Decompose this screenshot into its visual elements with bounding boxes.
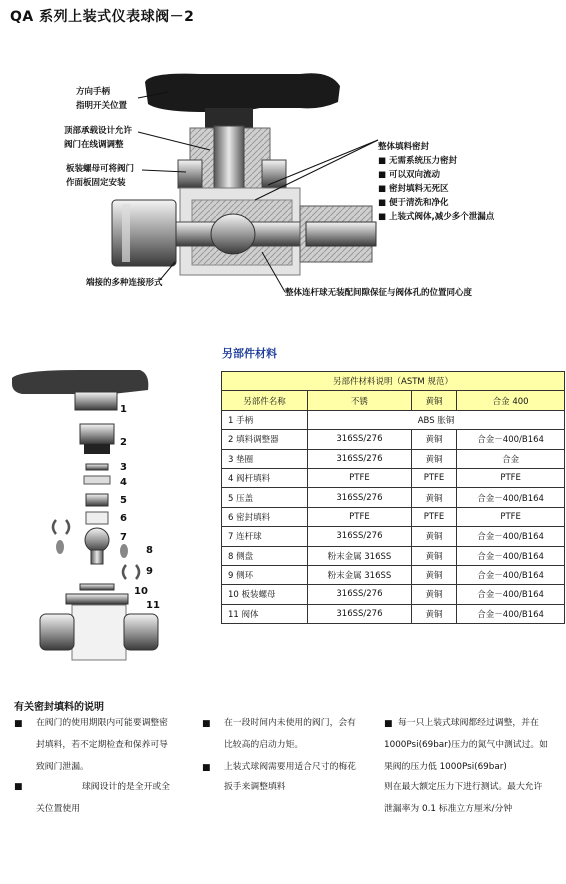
table-cell: ABS 胀铜 <box>308 410 565 429</box>
note-col3-line1: 每一只上装式球阀都经过调整，并在 <box>398 718 539 728</box>
part-name-cell: 1 手柄 <box>222 410 308 429</box>
table-row <box>222 507 565 526</box>
table-cell: 黄铜 <box>411 430 456 449</box>
table-cell: 合金－400/B164 <box>457 488 565 507</box>
bullet-icon: ■ <box>202 719 211 729</box>
part-name-cell: 9 侧环 <box>222 565 308 584</box>
table-row <box>222 449 565 468</box>
note-col3-line3: 果阀的压力低 1000Psi(69bar) <box>384 762 507 772</box>
table-cell: PTFE <box>308 507 412 526</box>
feature-item: ■ 便于清洗和净化 <box>378 196 494 210</box>
notes-title: 有关密封填料的说明 <box>14 702 104 713</box>
part-name-cell: 2 填料调整器 <box>222 430 308 449</box>
table-cell: 316SS/276 <box>308 585 412 604</box>
table-row <box>222 546 565 565</box>
table-header: 另部件名称 <box>222 391 308 410</box>
materials-table <box>221 371 565 624</box>
table-cell: 黄铜 <box>411 565 456 584</box>
part-number-9: 9 <box>146 566 153 577</box>
part-number-10: 10 <box>134 586 148 597</box>
note-col1-line2: 封填料，若不定期检查和保养可导 <box>36 740 168 750</box>
part-number-8: 8 <box>146 545 153 556</box>
note-col1-line3: 致阀门泄漏。 <box>36 762 89 772</box>
part-name-cell: 11 阀体 <box>222 604 308 623</box>
table-cell: 316SS/276 <box>308 449 412 468</box>
table-cell: 316SS/276 <box>308 488 412 507</box>
part-number-11: 11 <box>146 600 160 611</box>
feature-item: ■ 上装式阀体,减少多个泄漏点 <box>378 210 494 224</box>
callout-panel-nut <box>66 162 134 190</box>
part-number-6: 6 <box>120 513 127 524</box>
table-caption-row <box>222 372 565 391</box>
table-cell: 合金－400/B164 <box>457 527 565 546</box>
table-row <box>222 604 565 623</box>
table-cell: 合金－400/B164 <box>457 546 565 565</box>
table-cell: 316SS/276 <box>308 527 412 546</box>
feature-item: ■ 无需系统压力密封 <box>378 154 494 168</box>
callout-end-connections: 端接的多种连接形式 <box>86 278 163 288</box>
part-number-7: 7 <box>120 532 127 543</box>
note-col2-line1: 在一段时间内未使用的阀门，会有 <box>224 718 356 728</box>
table-cell: 合金－400/B164 <box>457 565 565 584</box>
part-name-cell: 10 板装螺母 <box>222 585 308 604</box>
table-cell: 合金－400/B164 <box>457 604 565 623</box>
callout-panel-nut-line2: 作面板固定安装 <box>66 178 126 188</box>
table-row <box>222 585 565 604</box>
table-header: 不锈 <box>308 391 412 410</box>
note-col3-line4: 则在最大额定压力下进行测试。最大允许 <box>384 782 543 792</box>
table-cell: 黄铜 <box>411 546 456 565</box>
part-number-2: 2 <box>120 437 127 448</box>
note-col2-line4: 扳手来调整填料 <box>224 782 286 792</box>
callout-handle <box>76 85 127 113</box>
bullet-icon: ■ <box>14 719 23 729</box>
note-col3-line5: 泄漏率为 0.1 标准立方厘米/分钟 <box>384 804 513 814</box>
features-list <box>378 140 494 224</box>
table-cell: 合金－400/B164 <box>457 585 565 604</box>
table-cell: PTFE <box>411 507 456 526</box>
note-col2-line3: 上装式球阀需要用适合尺寸的梅花 <box>224 762 356 772</box>
callout-handle-line1: 方向手柄 <box>76 87 111 97</box>
table-cell: 316SS/276 <box>308 430 412 449</box>
table-cell: PTFE <box>457 507 565 526</box>
table-row <box>222 468 565 487</box>
table-cell: 黄铜 <box>411 449 456 468</box>
callout-top-bearing-line1: 顶部承载设计允许 <box>64 126 133 136</box>
table-cell: 粉末金属 316SS <box>308 546 412 565</box>
note-col1-line1: 在阀门的使用期限内可能要调整密 <box>36 718 168 728</box>
bullet-icon: ■ <box>384 719 393 729</box>
callout-panel-nut-line1: 板装螺母可将阀门 <box>66 164 135 174</box>
callout-stem-ball: 整体连杆球无装配间隙保征与阀体孔的位置同心度 <box>285 288 473 298</box>
callout-handle-line2: 指明开关位置 <box>76 101 128 111</box>
table-cell: PTFE <box>308 468 412 487</box>
callout-top-bearing <box>64 124 132 152</box>
bullet-icon: ■ <box>202 763 211 773</box>
table-header: 合金 400 <box>457 391 565 410</box>
feature-item: ■ 可以双向流动 <box>378 168 494 182</box>
part-number-5: 5 <box>120 495 127 506</box>
table-row <box>222 527 565 546</box>
part-name-cell: 8 侧盘 <box>222 546 308 565</box>
part-name-cell: 4 阀杆填料 <box>222 468 308 487</box>
part-name-cell: 3 垫圈 <box>222 449 308 468</box>
table-row <box>222 565 565 584</box>
table-row <box>222 488 565 507</box>
table-cell: PTFE <box>411 468 456 487</box>
part-name-cell: 6 密封填料 <box>222 507 308 526</box>
features-title: 整体填料密封 <box>378 142 430 152</box>
table-cell: 黄铜 <box>411 527 456 546</box>
callout-top-bearing-line2: 阀门在线调调整 <box>64 140 124 150</box>
table-cell: 黄铜 <box>411 488 456 507</box>
part-name-cell: 5 压盖 <box>222 488 308 507</box>
table-cell: 黄铜 <box>411 585 456 604</box>
part-name-cell: 7 连杆球 <box>222 527 308 546</box>
part-number-3: 3 <box>120 462 127 473</box>
table-cell: 合金 <box>457 449 565 468</box>
note-col1-line5: 关位置使用 <box>36 804 80 814</box>
table-caption: 另部件材料说明（ASTM 规范） <box>222 372 565 391</box>
feature-item: ■ 密封填料无死区 <box>378 182 494 196</box>
table-row <box>222 430 565 449</box>
part-number-4: 4 <box>120 477 127 488</box>
table-cell: 316SS/276 <box>308 604 412 623</box>
note-col1-line4: 球阀设计的是全开或全 <box>82 782 170 792</box>
table-row <box>222 410 565 429</box>
table-cell: 黄铜 <box>411 604 456 623</box>
part-number-1: 1 <box>120 404 127 415</box>
table-header-row <box>222 391 565 410</box>
note-col3-line2: 1000Psi(69bar)压力的氮气中测试过。如 <box>384 740 548 750</box>
materials-section-title: 另部件材料 <box>222 347 277 360</box>
table-cell: 粉末金属 316SS <box>308 565 412 584</box>
page-title: QA 系列上装式仪表球阀－2 <box>10 9 195 25</box>
table-header: 黄铜 <box>411 391 456 410</box>
table-cell: 合金－400/B164 <box>457 430 565 449</box>
bullet-icon: ■ <box>14 782 23 792</box>
table-cell: PTFE <box>457 468 565 487</box>
note-col2-line2: 比较高的启动力矩。 <box>224 740 304 750</box>
